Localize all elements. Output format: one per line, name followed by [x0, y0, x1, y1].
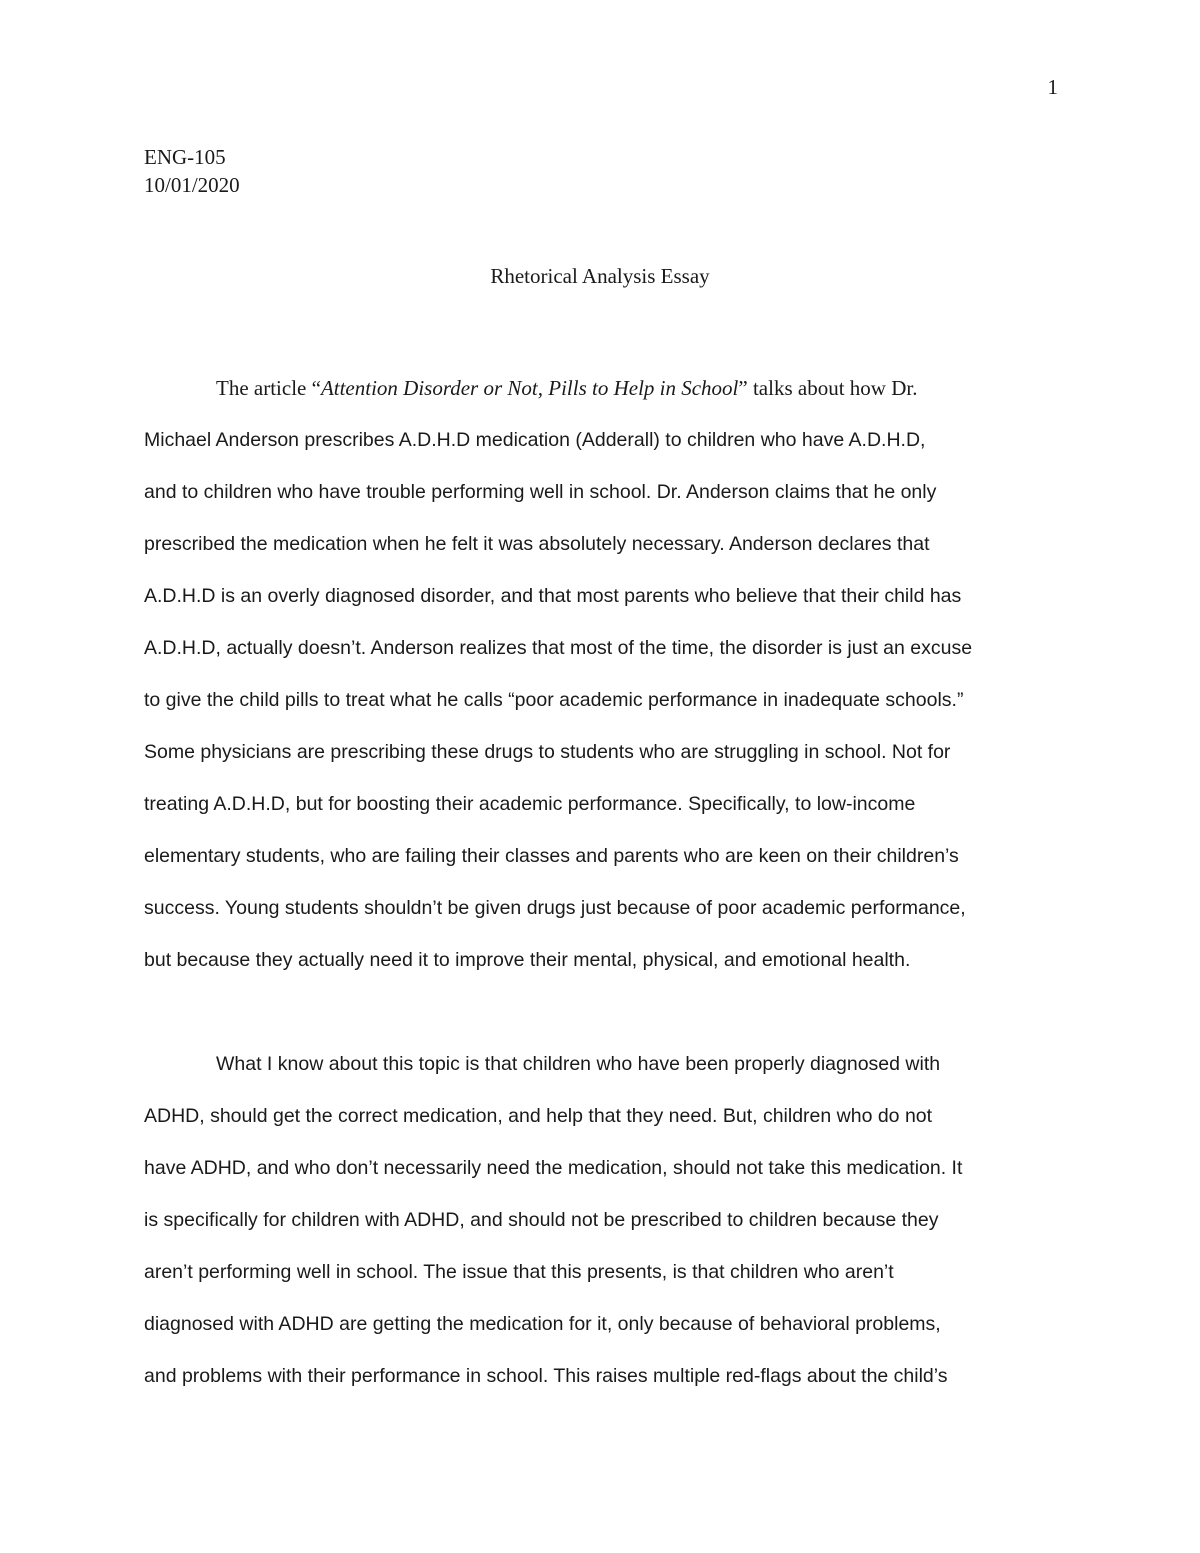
paragraph-1-line: Michael Anderson prescribes A.D.H.D medication (Adderall) to children who have A.D.H.D, — [144, 429, 926, 451]
paragraph-2-line: aren’t performing well in school. The issue that this presents, is that children who aren’t — [144, 1261, 894, 1283]
paragraph-2-line: diagnosed with ADHD are getting the medication for it, only because of behavioral problems, — [144, 1313, 941, 1335]
paragraph-1-line: A.D.H.D, actually doesn’t. Anderson realizes that most of the time, the disorder is just an excuse — [144, 637, 973, 659]
paragraph-1-line: to give the child pills to treat what he calls “poor academic performance in inadequate schools.” — [144, 689, 964, 711]
paragraph-1-line: but because they actually need it to improve their mental, physical, and emotional health. — [144, 949, 911, 971]
paragraph-2-line: ADHD, should get the correct medication, and help that they need. But, children who do not — [144, 1105, 933, 1127]
paragraph-1-line: success. Young students shouldn’t be given drugs just because of poor academic performance, — [144, 897, 966, 919]
essay-header — [144, 143, 240, 199]
paragraph-1-line: elementary students, who are failing their classes and parents who are keen on their children’s — [144, 845, 959, 867]
paragraph-1-line: prescribed the medication when he felt it was absolutely necessary. Anderson declares that — [144, 533, 930, 555]
paragraph-2-line: and problems with their performance in school. This raises multiple red-flags about the child’s — [144, 1365, 948, 1387]
paragraph-2-line: have ADHD, and who don’t necessarily need the medication, should not take this medication. It — [144, 1157, 963, 1179]
paragraph-1-line-1 — [216, 375, 917, 401]
course-code: ENG-105 — [144, 145, 226, 169]
essay-date: 10/01/2020 — [144, 173, 240, 197]
paragraph-1-line: A.D.H.D is an overly diagnosed disorder, and that most parents who believe that their child has — [144, 585, 962, 607]
article-quote-close: ” talks about how Dr. — [738, 376, 918, 400]
article-quote-open: The article “ — [216, 376, 321, 400]
paragraph-2-line: What I know about this topic is that children who have been properly diagnosed with — [216, 1053, 941, 1075]
essay-title: Rhetorical Analysis Essay — [490, 264, 710, 288]
paragraph-1-line: treating A.D.H.D, but for boosting their academic performance. Specifically, to low-income — [144, 793, 916, 815]
page-number: 1 — [1047, 75, 1058, 99]
paragraph-2-line: is specifically for children with ADHD, and should not be prescribed to children because they — [144, 1209, 939, 1231]
article-title: Attention Disorder or Not, Pills to Help in School — [320, 376, 739, 400]
paragraph-1-line: and to children who have trouble performing well in school. Dr. Anderson claims that he only — [144, 481, 937, 503]
paragraph-1-line: Some physicians are prescribing these drugs to students who are struggling in school. Not for — [144, 741, 951, 763]
